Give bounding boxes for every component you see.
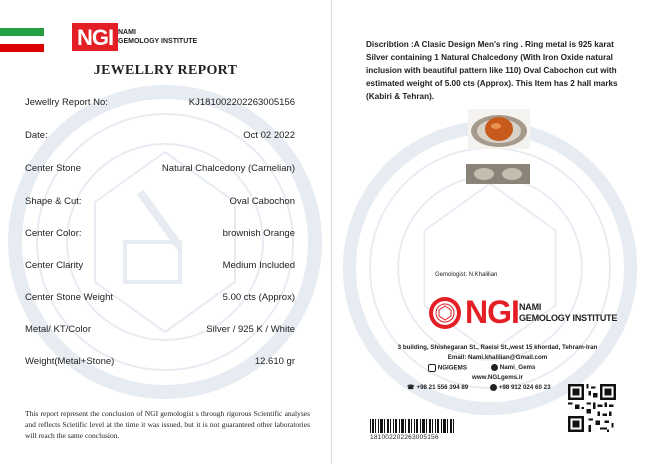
ngi-logo: NGI (465, 294, 519, 330)
report-back-page (332, 0, 663, 464)
row-value: Natural Chalcedony (Carnelian) (161, 163, 295, 174)
item-description: Discribtion :A Clasic Design Men's ring . Ring metal is 925 karat Silver containing 1 Natural Chalcedony (With Iron Oxide natural inclusion with beautiful pattern like 110) Oval Cabochon cut with estimated weight of 5.00 cts (Approx). This Item has 2 hall marks (Kabiri & Tehran). (366, 40, 618, 101)
row-value: Oval Cabochon (229, 196, 295, 207)
flag-icon (0, 28, 44, 52)
row-value: brownish Orange (222, 228, 295, 239)
ring-photo (468, 109, 530, 149)
phone-icon: ☎ (407, 384, 415, 391)
website: www.NGLgems.ir (472, 374, 523, 381)
instagram-handle (428, 364, 467, 372)
phone-landline (407, 384, 468, 391)
row-label: Center Stone (25, 163, 81, 174)
row-label: Jewellry Report No: (25, 97, 108, 108)
row-value: Medium Included (222, 260, 295, 271)
ngi-logo: NGI (72, 23, 118, 51)
row-value: 5.00 cts (Approx) (222, 292, 295, 303)
disclaimer-text: This report represent the conclusion of NGI gemologist s through rigorous Scientific analyses and reflects Scietific level at the time it was issued, but it is not guaranteed other laboratories will reach the same conclusion. (25, 409, 310, 440)
institute-name (519, 302, 617, 324)
row-value: Oct 02 2022 (243, 130, 295, 141)
gemologist-name: Gemologist: N.Khalilian (435, 272, 498, 278)
row-value: KJ181002202263005156 (188, 97, 295, 108)
email: Email: Nami.khalilian@Gmail.com (447, 354, 548, 361)
telegram-text: Nami_Gems (499, 364, 536, 372)
row-label: Shape & Cut: (25, 196, 82, 207)
instagram-text: NGIGEMS (437, 364, 467, 372)
telegram-handle (491, 364, 536, 371)
institute-name-line2: GEMOLOGY INSTITUTE (118, 38, 198, 45)
row-label: Metal/ KT/Color (25, 324, 91, 335)
watermark-seal (340, 118, 640, 418)
instagram-icon (428, 364, 436, 372)
phone-landline-text: +98 21 556 394 89 (416, 384, 469, 391)
institute-name-line1: NAMI (118, 29, 136, 36)
row-label: Center Stone Weight (25, 292, 114, 303)
phone-mobile-text: +98 912 024 60 23 (498, 384, 551, 392)
ngi-seal-icon (428, 296, 462, 330)
row-label: Center Clarity (25, 260, 84, 271)
row-label: Date: (25, 130, 48, 141)
institute-name-line2: GEMOLOGY INSTITUTE (519, 313, 618, 323)
hallmark-photo (466, 164, 530, 184)
qr-code[interactable] (568, 384, 616, 432)
phone-mobile (490, 384, 551, 391)
address: 3 building, Shishegaran St., Raeisi St.,west 15 khordad, Tehram-Iran (397, 344, 598, 351)
barcode-number: 181002202263005156 (370, 434, 439, 441)
institute-name-line1: NAMI (519, 302, 542, 312)
whatsapp-icon (490, 384, 497, 391)
institute-name (118, 28, 197, 46)
barcode (370, 419, 454, 433)
telegram-icon (491, 364, 498, 371)
row-value: 12.610 gr (254, 356, 295, 367)
report-title: JEWELLRY REPORT (93, 63, 238, 78)
row-label: Weight(Metal+Stone) (25, 356, 115, 367)
row-value: Silver / 925 K / White (206, 324, 295, 335)
row-label: Center Color: (25, 228, 82, 239)
